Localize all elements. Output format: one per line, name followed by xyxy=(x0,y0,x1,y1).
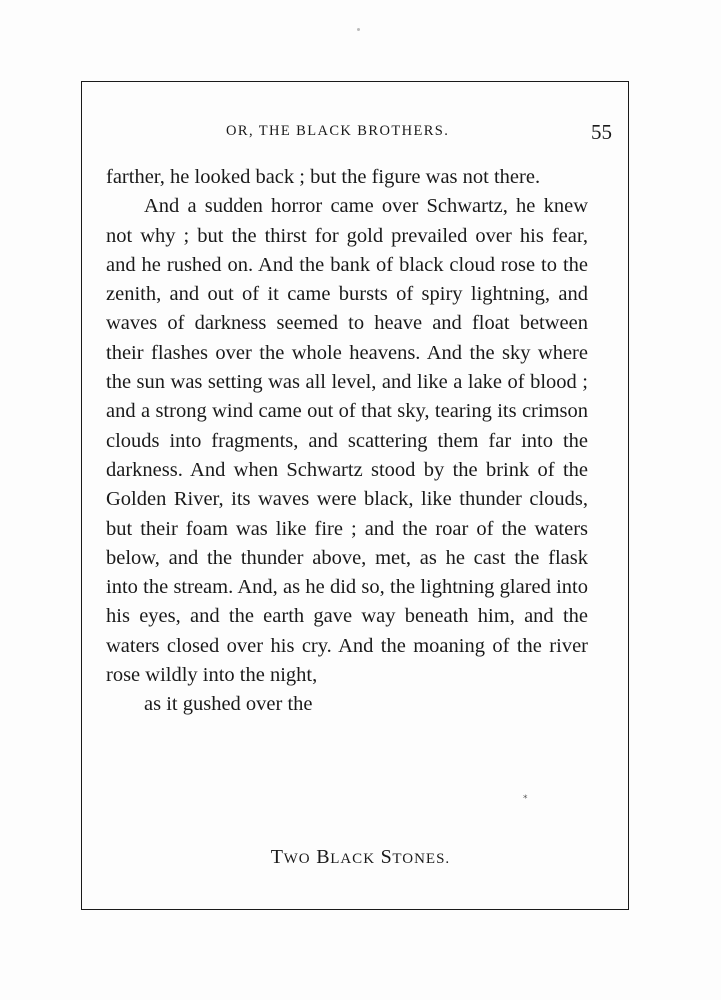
closing-word-3-rest: TONES. xyxy=(392,851,451,867)
closing-line xyxy=(0,846,721,869)
paragraph xyxy=(106,192,588,719)
paragraph-continuation: farther, he looked back ; but the figure was not there. xyxy=(106,166,541,188)
paragraph-text: And a sudden horror came over Schwartz, he knew not why ; but the thirst for gold prevailed over his fear, and he rushed on. And the bank of black cloud rose to the zenith, and out of it came bursts of spiry lightning, and waves of darkness seemed to heave and float between their flashes over the whole heavens. And the sky where the sun was setting was all level, and like a lake of blood ; and a strong wind came out of that sky, tearing its crimson clouds into fragments, and scattering them far into the darkness. And when Schwartz stood by the brink of the Golden River, its waves were black, like thunder clouds, but their foam was like fire ; and the roar of the waters below, and the thunder above, met, as he cast the flask into the stream. And, as he did so, the lightning glared into his eyes, and the earth gave way beneath him, and the waters closed over his cry. And the moaning of the river rose wildly into the night, xyxy=(106,195,588,687)
paper-speck xyxy=(357,28,360,31)
closing-word-1-initial: T xyxy=(270,846,284,868)
page-number: 55 xyxy=(591,120,612,144)
paragraph-last-line: as it gushed over the xyxy=(144,693,313,716)
asterisk-ornament: * xyxy=(523,794,528,804)
body-text xyxy=(106,163,588,720)
closing-word-3-initial: S xyxy=(380,846,393,868)
closing-word-1-rest: WO xyxy=(283,851,311,867)
closing-word-2-rest: LACK xyxy=(330,851,376,867)
running-head xyxy=(106,120,612,150)
running-title: OR, THE BLACK BROTHERS. xyxy=(226,123,450,139)
closing-word-2-initial: B xyxy=(316,846,331,868)
